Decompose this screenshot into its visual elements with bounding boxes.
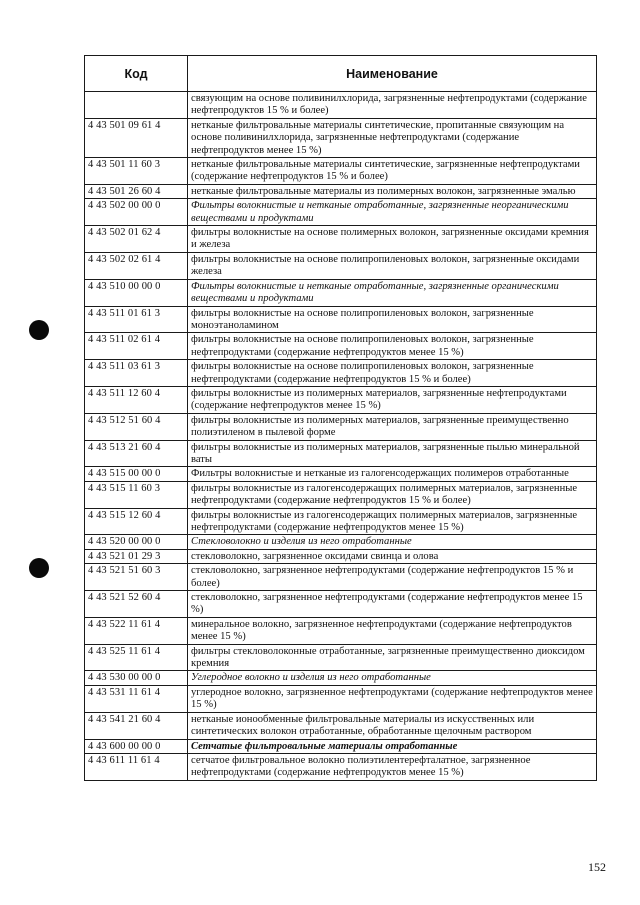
table-row (85, 481, 597, 508)
row-code: 4 43 525 11 61 4 (85, 644, 188, 671)
row-code: 4 43 530 00 00 0 (85, 671, 188, 685)
table-row (85, 591, 597, 618)
row-code: 4 43 511 12 60 4 (85, 386, 188, 413)
row-name: Стекловолокно и изделия из него отработанные (188, 535, 597, 549)
table-row (85, 617, 597, 644)
row-code: 4 43 513 21 60 4 (85, 440, 188, 467)
row-code: 4 43 600 00 00 0 (85, 739, 188, 753)
row-code: 4 43 502 00 00 0 (85, 199, 188, 226)
row-code: 4 43 531 11 61 4 (85, 685, 188, 712)
punch-hole-top (29, 320, 49, 340)
waste-code-table (84, 55, 597, 781)
table-row (85, 199, 597, 226)
row-name: Углеродное волокно и изделия из него отработанные (188, 671, 597, 685)
row-name: нетканые ионообменные фильтровальные материалы из искусственных или синтетических волокон отработанные, обработанные щелочным раствором (188, 712, 597, 739)
row-code: 4 43 502 02 61 4 (85, 252, 188, 279)
row-name: фильтры волокнистые из галогенсодержащих полимерных материалов, загрязненные нефтепродуктами (содержание нефтепродуктов 15 % и более) (188, 481, 597, 508)
row-name: Сетчатые фильтровальные материалы отработанные (188, 739, 597, 753)
row-code (85, 92, 188, 119)
table-row (85, 386, 597, 413)
table-row (85, 671, 597, 685)
row-code: 4 43 522 11 61 4 (85, 617, 188, 644)
row-name: фильтры волокнистые из полимерных материалов, загрязненные преимущественно полиэтиленом в пылевой форме (188, 413, 597, 440)
table-row (85, 306, 597, 333)
row-code: 4 43 521 51 60 3 (85, 564, 188, 591)
table-row (85, 508, 597, 535)
table-row (85, 118, 597, 157)
row-code: 4 43 511 02 61 4 (85, 333, 188, 360)
row-name: углеродное волокно, загрязненное нефтепродуктами (содержание нефтепродуктов менее 15 %) (188, 685, 597, 712)
row-name: стекловолокно, загрязненное нефтепродуктами (содержание нефтепродуктов 15 % и более) (188, 564, 597, 591)
row-code: 4 43 512 51 60 4 (85, 413, 188, 440)
row-code: 4 43 515 12 60 4 (85, 508, 188, 535)
row-name: фильтры волокнистые из полимерных материалов, загрязненные пылью минеральной ваты (188, 440, 597, 467)
row-name: стекловолокно, загрязненное оксидами свинца и олова (188, 549, 597, 563)
row-name: стекловолокно, загрязненное нефтепродуктами (содержание нефтепродуктов менее 15 %) (188, 591, 597, 618)
row-name: фильтры волокнистые из полимерных материалов, загрязненные нефтепродуктами (содержание нефтепродуктов менее 15 %) (188, 386, 597, 413)
row-name: фильтры стекловолоконные отработанные, загрязненные преимущественно диоксидом кремния (188, 644, 597, 671)
table-row (85, 467, 597, 481)
row-name: Фильтры волокнистые и нетканые отработанные, загрязненные органическими веществами и продуктами (188, 279, 597, 306)
row-name: нетканые фильтровальные материалы синтетические, пропитанные связующим на основе поливинилхлорида, загрязненные нефтепродуктами (содержание нефтепродуктов менее 15 %) (188, 118, 597, 157)
row-code: 4 43 515 11 60 3 (85, 481, 188, 508)
row-code: 4 43 515 00 00 0 (85, 467, 188, 481)
row-code: 4 43 510 00 00 0 (85, 279, 188, 306)
header-code: Код (85, 56, 188, 92)
row-code: 4 43 511 03 61 3 (85, 360, 188, 387)
row-code: 4 43 611 11 61 4 (85, 753, 188, 780)
row-code: 4 43 501 09 61 4 (85, 118, 188, 157)
row-name: нетканые фильтровальные материалы синтетические, загрязненные нефтепродуктами (содержание нефтепродуктов 15 % и более) (188, 158, 597, 185)
row-code: 4 43 520 00 00 0 (85, 535, 188, 549)
row-name: связующим на основе поливинилхлорида, загрязненные нефтепродуктами (содержание нефтепродуктов 15 % и более) (188, 92, 597, 119)
table-row (85, 549, 597, 563)
table-row (85, 360, 597, 387)
row-name: фильтры волокнистые на основе полипропиленовых волокон, загрязненные оксидами железа (188, 252, 597, 279)
row-name: фильтры волокнистые на основе полипропиленовых волокон, загрязненные моноэтаноламином (188, 306, 597, 333)
row-name: Фильтры волокнистые и нетканые из галогенсодержащих полимеров отработанные (188, 467, 597, 481)
table-row (85, 685, 597, 712)
row-code: 4 43 521 52 60 4 (85, 591, 188, 618)
table-row (85, 226, 597, 253)
table-row (85, 440, 597, 467)
table-row (85, 184, 597, 198)
table-row (85, 739, 597, 753)
row-code: 4 43 502 01 62 4 (85, 226, 188, 253)
row-name: фильтры волокнистые на основе полипропиленовых волокон, загрязненные нефтепродуктами (содержание нефтепродуктов менее 15 %) (188, 333, 597, 360)
page-number: 152 (588, 860, 606, 874)
punch-hole-bottom (29, 558, 49, 578)
table-row (85, 753, 597, 780)
table-row (85, 535, 597, 549)
row-name: сетчатое фильтровальное волокно полиэтилентерефталатное, загрязненное нефтепродуктами (содержание нефтепродуктов менее 15 %) (188, 753, 597, 780)
table-row (85, 564, 597, 591)
row-code: 4 43 521 01 29 3 (85, 549, 188, 563)
row-name: фильтры волокнистые на основе полипропиленовых волокон, загрязненные нефтепродуктами (содержание нефтепродуктов 15 % и более) (188, 360, 597, 387)
table-row (85, 279, 597, 306)
table-row (85, 644, 597, 671)
table-row (85, 712, 597, 739)
table-row (85, 252, 597, 279)
table-row (85, 413, 597, 440)
row-code: 4 43 511 01 61 3 (85, 306, 188, 333)
table-header-row (85, 56, 597, 92)
row-code: 4 43 501 11 60 3 (85, 158, 188, 185)
header-name: Наименование (188, 56, 597, 92)
row-name: Фильтры волокнистые и нетканые отработанные, загрязненные неорганическими веществами и продуктами (188, 199, 597, 226)
row-name: фильтры волокнистые из галогенсодержащих полимерных материалов, загрязненные нефтепродуктами (содержание нефтепродуктов менее 15 %) (188, 508, 597, 535)
table-row (85, 92, 597, 119)
row-name: нетканые фильтровальные материалы из полимерных волокон, загрязненные эмалью (188, 184, 597, 198)
row-code: 4 43 501 26 60 4 (85, 184, 188, 198)
row-code: 4 43 541 21 60 4 (85, 712, 188, 739)
row-name: минеральное волокно, загрязненное нефтепродуктами (содержание нефтепродуктов менее 15 %) (188, 617, 597, 644)
row-name: фильтры волокнистые на основе полимерных волокон, загрязненные оксидами кремния и железа (188, 226, 597, 253)
table-row (85, 158, 597, 185)
table-body (85, 92, 597, 781)
table-row (85, 333, 597, 360)
